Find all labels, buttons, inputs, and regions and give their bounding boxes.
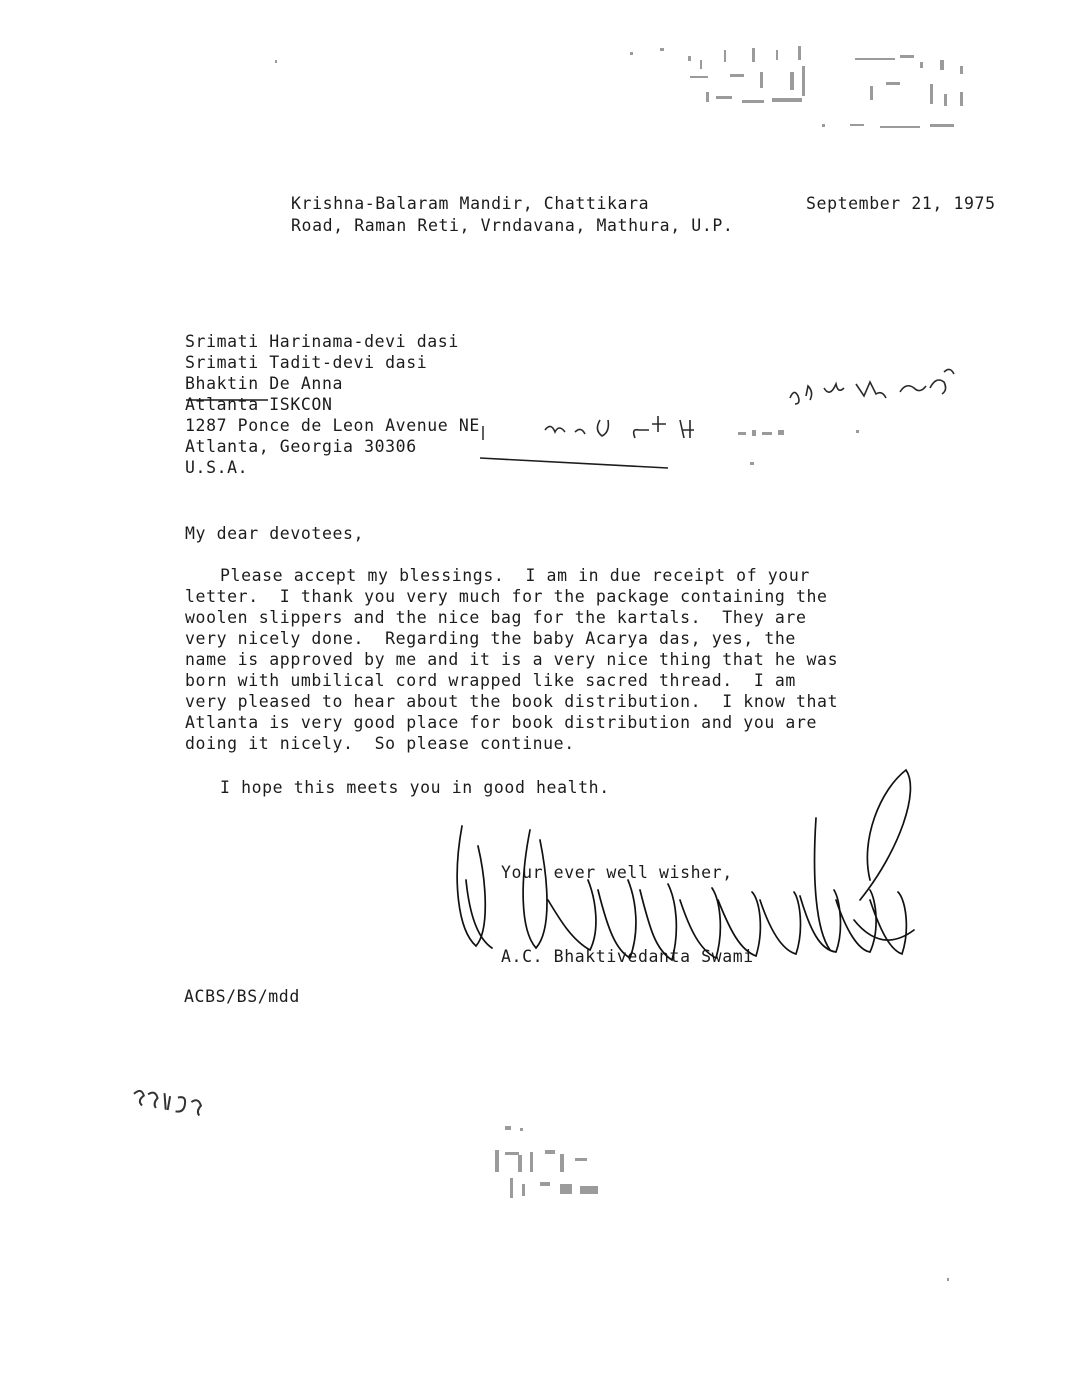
recipient-line: Bhaktin De Anna: [185, 374, 344, 393]
sender-address-line-2: Road, Raman Reti, Vrndavana, Mathura, U.P.: [291, 216, 734, 235]
body-line: name is approved by me and it is a very nice thing that he was: [185, 650, 839, 669]
body-line: very pleased to hear about the book distribution. I know that: [185, 692, 839, 711]
body-line: doing it nicely. So please continue.: [185, 734, 575, 753]
body-line: born with umbilical cord wrapped like sacred thread. I am: [185, 671, 796, 690]
recipient-line: Atlanta, Georgia 30306: [185, 437, 417, 456]
valediction: Your ever well wisher,: [501, 863, 733, 882]
signatory-name: A.C. Bhaktivedanta Swami: [501, 947, 754, 966]
sender-address-line-1: Krishna-Balaram Mandir, Chattikara: [291, 194, 650, 213]
body-line: Atlanta is very good place for book distribution and you are: [185, 713, 818, 732]
body-line: very nicely done. Regarding the baby Acarya das, yes, the: [185, 629, 796, 648]
letter-date: September 21, 1975: [806, 194, 996, 213]
salutation: My dear devotees,: [185, 524, 365, 543]
recipient-line: U.S.A.: [185, 458, 249, 477]
recipient-line: Atlanta ISKCON: [185, 395, 333, 414]
recipient-line: Srimati Tadit-devi dasi: [185, 353, 428, 372]
recipient-line: 1287 Ponce de Leon Avenue NE: [185, 416, 480, 435]
body-line: woolen slippers and the nice bag for the kartals. They are: [185, 608, 807, 627]
body-paragraph-2: I hope this meets you in good health.: [220, 778, 610, 797]
body-line: Please accept my blessings. I am in due receipt of your: [220, 566, 810, 585]
body-line: letter. I thank you very much for the package containing the: [185, 587, 828, 606]
recipient-line: Srimati Harinama-devi dasi: [185, 332, 459, 351]
reference-initials: ACBS/BS/mdd: [184, 987, 300, 1006]
